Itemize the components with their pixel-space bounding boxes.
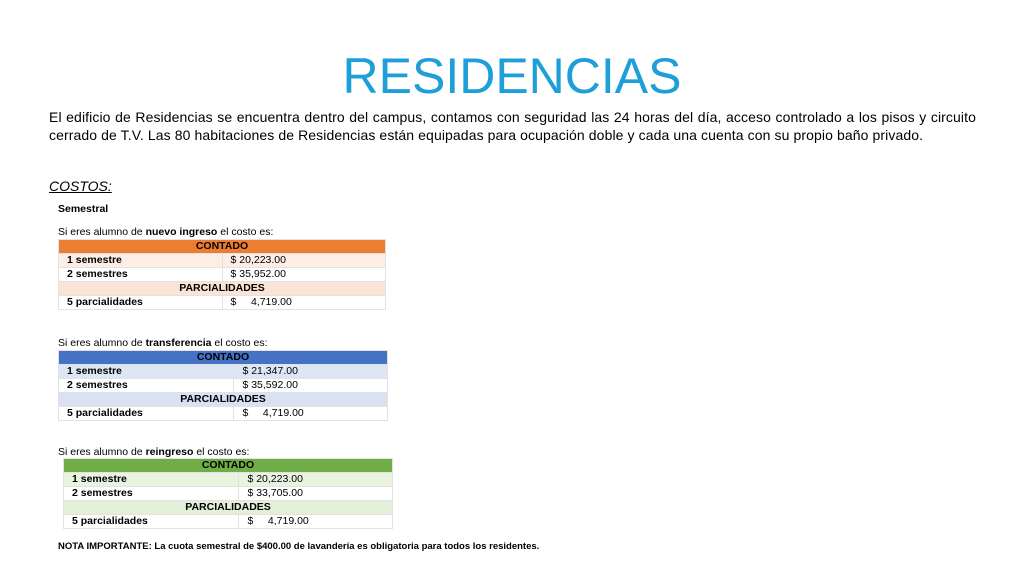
row-label: 5 parcialidades [64,515,239,529]
row-label: 2 semestres [59,379,234,393]
contado-header: CONTADO [59,240,386,254]
row-label: 5 parcialidades [59,407,234,421]
row-label: 1 semestre [59,254,223,268]
table-row [64,473,393,487]
caption-bold: transferencia [145,337,212,349]
row-label: 2 semestres [59,268,223,282]
row-value: $ 35,592.00 [234,379,388,393]
page-title: RESIDENCIAS [342,48,682,104]
semestral-label: Semestral [58,203,109,215]
costos-label: COSTOS: [49,178,112,194]
caption-pre: Si eres alumno de [58,337,146,349]
caption-pre: Si eres alumno de [58,446,146,458]
parcialidades-header: PARCIALIDADES [59,282,386,296]
table-row [64,515,393,529]
caption-nuevo-ingreso [58,226,273,238]
caption-pre: Si eres alumno de [58,226,146,238]
row-value: $ 33,705.00 [239,487,393,501]
caption-post: el costo es: [217,226,274,238]
row-value: $ 4,719.00 [222,296,385,310]
table-row [59,379,388,393]
row-label: 1 semestre [59,365,234,379]
table-row [59,268,386,282]
price-table-transferencia [58,350,388,421]
row-value: $ 20,223.00 [222,254,385,268]
table-row [59,296,386,310]
row-value: $ 20,223.00 [239,473,393,487]
caption-post: el costo es: [211,337,268,349]
caption-bold: nuevo ingreso [145,226,218,238]
row-label: 1 semestre [64,473,239,487]
parcialidades-header: PARCIALIDADES [59,393,388,407]
price-table-nuevo-ingreso [58,239,386,310]
row-label: 5 parcialidades [59,296,223,310]
contado-header: CONTADO [64,459,393,473]
table-row [64,487,393,501]
intro-paragraph: El edificio de Residencias se encuentra dentro del campus, contamos con seguridad las 24 horas del día, acceso controlado a los pisos y circuito cerrado de T.V. Las 80 habitaciones de Residencias están equipadas para ocupación doble y cada una cuenta con su propio baño privado. [49,109,976,143]
caption-bold: reingreso [145,446,194,458]
row-value: $ 4,719.00 [234,407,388,421]
table-row [59,254,386,268]
row-value: $ 35,952.00 [222,268,385,282]
price-table-reingreso [63,458,393,529]
row-value: $ 4,719.00 [239,515,393,529]
table-row [59,365,388,379]
contado-header: CONTADO [59,351,388,365]
important-note: NOTA IMPORTANTE: La cuota semestral de $400.00 de lavandería es obligatoria para todos los residentes. [58,541,540,552]
row-label: 2 semestres [64,487,239,501]
parcialidades-header: PARCIALIDADES [64,501,393,515]
caption-reingreso [58,446,249,458]
row-value: $ 21,347.00 [234,365,388,379]
caption-transferencia [58,337,268,349]
table-row [59,407,388,421]
caption-post: el costo es: [193,446,250,458]
